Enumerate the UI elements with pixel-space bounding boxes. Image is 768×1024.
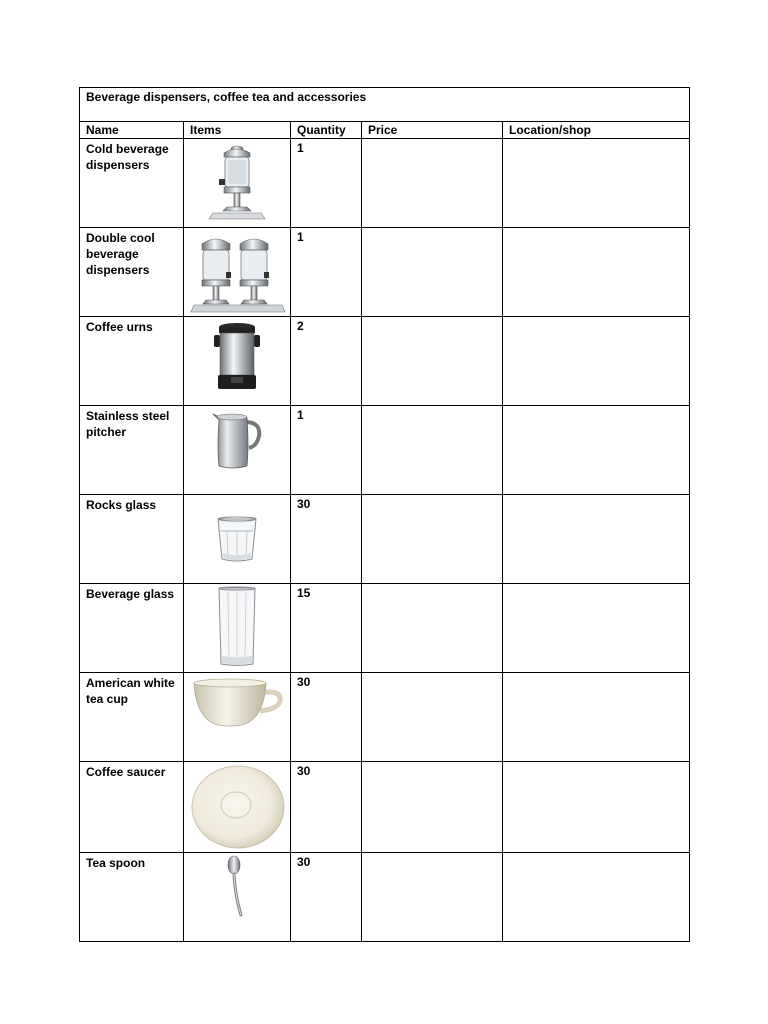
item-image-cell	[184, 317, 291, 406]
item-name: Coffee urns	[80, 317, 184, 406]
table-title-row	[80, 88, 690, 122]
beverage-glass-icon	[216, 586, 258, 668]
item-name: Beverage glass	[80, 584, 184, 673]
item-name: Cold beverage dispensers	[80, 139, 184, 228]
item-quantity: 1	[291, 139, 362, 228]
item-price[interactable]	[362, 406, 503, 495]
table-row	[80, 673, 690, 762]
item-name: Double cool beverage dispensers	[80, 228, 184, 317]
item-image-cell	[184, 495, 291, 584]
item-quantity: 30	[291, 673, 362, 762]
tea-cup-icon	[190, 675, 286, 731]
item-price[interactable]	[362, 495, 503, 584]
column-header-quantity: Quantity	[291, 122, 362, 139]
item-price[interactable]	[362, 584, 503, 673]
item-image-cell	[184, 406, 291, 495]
item-image-cell	[184, 139, 291, 228]
item-price[interactable]	[362, 139, 503, 228]
item-location[interactable]	[503, 853, 690, 942]
table-row	[80, 228, 690, 317]
item-image-cell	[184, 228, 291, 317]
table-header-row	[80, 122, 690, 139]
coffee-urn-icon	[211, 319, 263, 393]
item-quantity: 30	[291, 762, 362, 853]
table-row	[80, 406, 690, 495]
item-name: Tea spoon	[80, 853, 184, 942]
item-name: American white tea cup	[80, 673, 184, 762]
saucer-icon	[190, 764, 286, 850]
item-image-cell	[184, 673, 291, 762]
item-location[interactable]	[503, 495, 690, 584]
document-sheet	[79, 87, 689, 942]
item-location[interactable]	[503, 139, 690, 228]
item-location[interactable]	[503, 673, 690, 762]
rocks-glass-icon	[215, 515, 259, 565]
inventory-table	[79, 87, 690, 942]
single-beverage-dispenser-icon	[207, 141, 267, 221]
table-row	[80, 139, 690, 228]
item-name: Rocks glass	[80, 495, 184, 584]
item-location[interactable]	[503, 228, 690, 317]
steel-pitcher-icon	[209, 408, 265, 472]
item-quantity: 30	[291, 853, 362, 942]
item-quantity: 2	[291, 317, 362, 406]
table-row	[80, 853, 690, 942]
item-quantity: 30	[291, 495, 362, 584]
item-price[interactable]	[362, 853, 503, 942]
column-header-name: Name	[80, 122, 184, 139]
item-price[interactable]	[362, 673, 503, 762]
column-header-items: Items	[184, 122, 291, 139]
item-location[interactable]	[503, 317, 690, 406]
item-price[interactable]	[362, 762, 503, 853]
table-row	[80, 584, 690, 673]
item-location[interactable]	[503, 406, 690, 495]
table-row	[80, 317, 690, 406]
column-header-location: Location/shop	[503, 122, 690, 139]
item-price[interactable]	[362, 317, 503, 406]
table-row	[80, 495, 690, 584]
item-name: Coffee saucer	[80, 762, 184, 853]
item-image-cell	[184, 762, 291, 853]
item-quantity: 1	[291, 228, 362, 317]
item-location[interactable]	[503, 762, 690, 853]
table-row	[80, 762, 690, 853]
item-location[interactable]	[503, 584, 690, 673]
item-quantity: 1	[291, 406, 362, 495]
item-image-cell	[184, 584, 291, 673]
column-header-price: Price	[362, 122, 503, 139]
item-image-cell	[184, 853, 291, 942]
tea-spoon-icon	[225, 855, 249, 919]
item-quantity: 15	[291, 584, 362, 673]
item-name: Stainless steel pitcher	[80, 406, 184, 495]
table-title: Beverage dispensers, coffee tea and accessories	[80, 88, 690, 122]
item-price[interactable]	[362, 228, 503, 317]
double-beverage-dispenser-icon	[190, 230, 286, 314]
